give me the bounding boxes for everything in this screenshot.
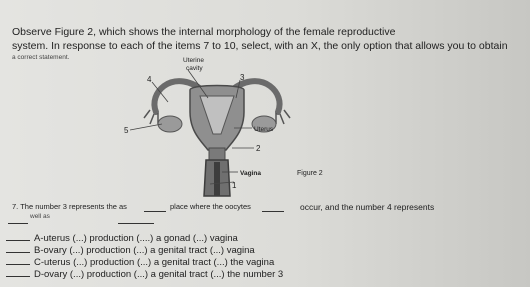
option-a[interactable] xyxy=(6,234,238,244)
option-d-checkbox[interactable] xyxy=(6,276,30,277)
label-vagina: Vagina xyxy=(240,170,261,177)
intro-line-3: a correct statement. xyxy=(12,54,70,61)
answer-blank-3[interactable] xyxy=(8,223,28,224)
option-d-text: D-ovary (...) production (...) a genital tract (...) the number 3 xyxy=(34,269,284,280)
label-uterus: Uterus xyxy=(254,126,274,133)
option-b[interactable] xyxy=(6,246,255,256)
number-3: 3 xyxy=(240,73,245,82)
intro-line-2: system. In response to each of the items 7 to 10, select, with an X, the only option that allows you to obtain xyxy=(12,40,508,52)
question-7-part-2: place where the oocytes xyxy=(170,202,251,211)
question-7-part-3: occur, and the number 4 represents xyxy=(300,202,435,212)
number-1: 1 xyxy=(232,181,237,190)
label-uterine-cavity: Uterine xyxy=(183,57,204,64)
vagina-lumen xyxy=(214,162,220,196)
option-c[interactable] xyxy=(6,258,274,268)
option-c-text: C-uterus (...) production (...) a genital tract (...) the vagina xyxy=(34,257,275,268)
answer-blank-4[interactable] xyxy=(118,223,154,224)
option-a-checkbox[interactable] xyxy=(6,240,30,241)
answer-blank-2[interactable] xyxy=(262,211,284,212)
option-a-text: A-uterus (...) production (....) a gonad (...) vagina xyxy=(34,233,238,244)
label-uterine-cavity-2: cavity xyxy=(186,65,203,72)
option-b-checkbox[interactable] xyxy=(6,252,30,253)
answer-blank-1[interactable] xyxy=(144,211,166,212)
number-2: 2 xyxy=(256,144,261,153)
intro-line-1: Observe Figure 2, which shows the internal morphology of the female reproductive xyxy=(12,26,396,38)
option-d[interactable] xyxy=(6,270,283,280)
question-7-part-4: well as xyxy=(30,213,50,220)
cervix xyxy=(209,148,225,160)
figure-caption: Figure 2 xyxy=(297,170,323,177)
option-b-text: B-ovary (...) production (...) a genital tract (...) vagina xyxy=(34,245,255,256)
number-4: 4 xyxy=(147,75,152,84)
number-5: 5 xyxy=(124,126,129,135)
option-c-checkbox[interactable] xyxy=(6,264,30,265)
question-7-part-1: 7. The number 3 represents the as xyxy=(12,202,127,211)
